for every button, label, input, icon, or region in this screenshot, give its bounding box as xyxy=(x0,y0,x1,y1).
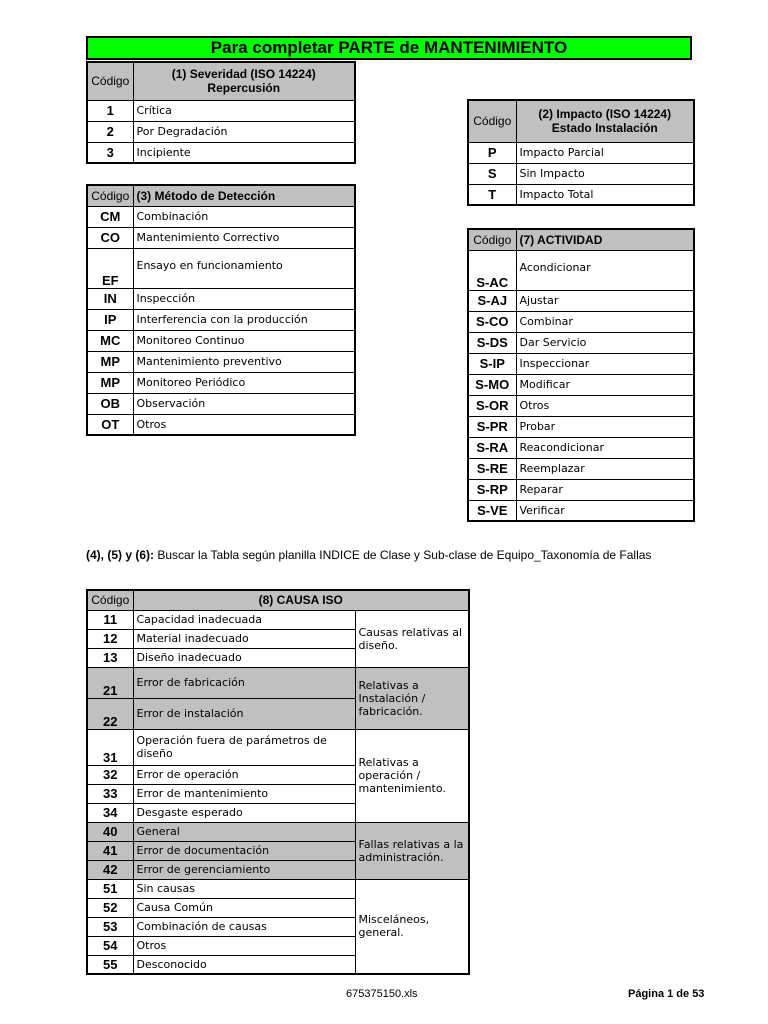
row-desc: Dar Servicio xyxy=(516,332,694,353)
table-row xyxy=(468,395,694,416)
row-desc: Sin causas xyxy=(133,879,355,898)
row-desc: Monitoreo Continuo xyxy=(133,330,355,351)
row-desc: Material inadecuado xyxy=(133,629,355,648)
row-code: 11 xyxy=(87,610,133,629)
row-desc: Impacto Total xyxy=(516,184,694,205)
row-code: S-RP xyxy=(468,479,516,500)
impact-title-line1: (2) Impacto (ISO 14224) xyxy=(538,107,672,122)
row-code: 32 xyxy=(87,765,133,784)
footer-filename: 675375150.xls xyxy=(346,988,418,1000)
row-code: CM xyxy=(87,206,133,227)
row-code: 34 xyxy=(87,803,133,822)
cause-table xyxy=(86,589,470,975)
row-desc: Desgaste esperado xyxy=(133,803,355,822)
row-code: S-DS xyxy=(468,332,516,353)
footer-page-number: Página 1 de 53 xyxy=(628,988,705,1000)
row-code: T xyxy=(468,184,516,205)
row-code: 3 xyxy=(87,142,133,163)
row-code: 55 xyxy=(87,955,133,974)
row-desc: Ajustar xyxy=(516,290,694,311)
table-row xyxy=(468,142,694,163)
row-desc: Modificar xyxy=(516,374,694,395)
row-code: OT xyxy=(87,414,133,435)
row-desc: Otros xyxy=(133,936,355,955)
row-code: 53 xyxy=(87,917,133,936)
row-desc: Diseño inadecuado xyxy=(133,648,355,667)
row-desc: Reacondicionar xyxy=(516,437,694,458)
table-row xyxy=(468,184,694,205)
cause-title: (8) CAUSA ISO xyxy=(133,590,469,610)
activity-table xyxy=(467,228,695,522)
row-code: S-VE xyxy=(468,500,516,521)
table-row xyxy=(87,729,469,765)
severity-table xyxy=(86,61,356,164)
row-code: P xyxy=(468,142,516,163)
table-row xyxy=(468,458,694,479)
row-desc: Mantenimiento preventivo xyxy=(133,351,355,372)
row-code: MP xyxy=(87,351,133,372)
table-row xyxy=(87,100,355,121)
table-row xyxy=(87,610,469,629)
row-desc: Error de gerenciamiento xyxy=(133,860,355,879)
row-desc: Combinación xyxy=(133,206,355,227)
row-desc: Por Degradación xyxy=(133,121,355,142)
table-row xyxy=(87,372,355,393)
row-code: S-CO xyxy=(468,311,516,332)
row-code: S-IP xyxy=(468,353,516,374)
cause-group-label: Fallas relativas a la administración. xyxy=(355,822,469,879)
row-desc: Otros xyxy=(516,395,694,416)
table-row xyxy=(87,330,355,351)
severity-title-line1: (1) Severidad (ISO 14224) xyxy=(171,67,316,82)
row-desc: Monitoreo Periódico xyxy=(133,372,355,393)
row-desc: Error de operación xyxy=(133,765,355,784)
table-row xyxy=(87,206,355,227)
table-row xyxy=(468,290,694,311)
severity-code-header: Código xyxy=(87,62,133,100)
table-row xyxy=(468,437,694,458)
row-desc: Desconocido xyxy=(133,955,355,974)
row-desc: Mantenimiento Correctivo xyxy=(133,227,355,248)
table-row xyxy=(87,121,355,142)
table-row xyxy=(468,332,694,353)
detection-title: (3) Método de Detección xyxy=(133,185,355,206)
table-row xyxy=(87,351,355,372)
row-code: MP xyxy=(87,372,133,393)
cause-group-label: Causas relativas al diseño. xyxy=(355,610,469,667)
table-row xyxy=(87,288,355,309)
row-desc: Ensayo en funcionamiento xyxy=(133,248,355,288)
row-code: 51 xyxy=(87,879,133,898)
table-row xyxy=(468,479,694,500)
row-desc: Observación xyxy=(133,393,355,414)
cause-code-header: Código xyxy=(87,590,133,610)
note-prefix: (4), (5) y (6): xyxy=(86,548,155,562)
instruction-note xyxy=(86,548,706,562)
row-code: S-OR xyxy=(468,395,516,416)
table-row xyxy=(468,416,694,437)
detection-table xyxy=(86,184,356,436)
row-code: 31 xyxy=(87,729,133,765)
row-desc: Capacidad inadecuada xyxy=(133,610,355,629)
table-row xyxy=(87,822,469,841)
row-desc: Error de documentación xyxy=(133,841,355,860)
cause-group-label: Misceláneos, general. xyxy=(355,879,469,974)
row-desc: Reemplazar xyxy=(516,458,694,479)
impact-title xyxy=(516,100,694,142)
table-row xyxy=(87,667,469,698)
row-code: OB xyxy=(87,393,133,414)
row-code: 22 xyxy=(87,698,133,729)
table-row xyxy=(468,311,694,332)
severity-title-line2: Repercusión xyxy=(207,81,281,96)
row-desc: Crítica xyxy=(133,100,355,121)
row-code: 2 xyxy=(87,121,133,142)
page-title: Para completar PARTE de MANTENIMIENTO xyxy=(86,36,692,60)
row-desc: Sin Impacto xyxy=(516,163,694,184)
row-desc: Interferencia con la producción xyxy=(133,309,355,330)
row-desc: Error de fabricación xyxy=(133,667,355,698)
table-row xyxy=(468,250,694,290)
row-code: 13 xyxy=(87,648,133,667)
row-code: 52 xyxy=(87,898,133,917)
row-code: 33 xyxy=(87,784,133,803)
row-desc: Causa Común xyxy=(133,898,355,917)
row-code: 21 xyxy=(87,667,133,698)
row-desc: Operación fuera de parámetros de diseño xyxy=(133,729,355,765)
row-desc: Impacto Parcial xyxy=(516,142,694,163)
table-row xyxy=(87,309,355,330)
row-code: S-RE xyxy=(468,458,516,479)
row-code: MC xyxy=(87,330,133,351)
impact-code-header: Código xyxy=(468,100,516,142)
note-text: Buscar la Tabla según planilla INDICE de Clase y Sub-clase de Equipo_Taxonomía de Fallas xyxy=(154,548,652,562)
row-desc: Otros xyxy=(133,414,355,435)
row-desc: Reparar xyxy=(516,479,694,500)
row-desc: Acondicionar xyxy=(516,250,694,290)
table-row xyxy=(87,248,355,288)
row-code: 40 xyxy=(87,822,133,841)
table-row xyxy=(87,227,355,248)
row-desc: General xyxy=(133,822,355,841)
table-row xyxy=(87,414,355,435)
cause-group-label: Relativas a operación / mantenimiento. xyxy=(355,729,469,822)
row-code: S-AJ xyxy=(468,290,516,311)
row-desc: Probar xyxy=(516,416,694,437)
row-code: 1 xyxy=(87,100,133,121)
detection-code-header: Código xyxy=(87,185,133,206)
row-desc: Combinación de causas xyxy=(133,917,355,936)
table-row xyxy=(87,879,469,898)
row-code: 12 xyxy=(87,629,133,648)
row-desc: Error de mantenimiento xyxy=(133,784,355,803)
table-row xyxy=(468,163,694,184)
row-code: 41 xyxy=(87,841,133,860)
severity-title xyxy=(133,62,355,100)
row-desc: Inspeccionar xyxy=(516,353,694,374)
row-code: CO xyxy=(87,227,133,248)
row-desc: Incipiente xyxy=(133,142,355,163)
row-code: IP xyxy=(87,309,133,330)
row-code: S-AC xyxy=(468,250,516,290)
row-code: 42 xyxy=(87,860,133,879)
row-code: EF xyxy=(87,248,133,288)
row-code: 54 xyxy=(87,936,133,955)
row-desc: Combinar xyxy=(516,311,694,332)
row-code: S-PR xyxy=(468,416,516,437)
activity-code-header: Código xyxy=(468,229,516,250)
impact-table xyxy=(467,99,695,206)
row-code: S-MO xyxy=(468,374,516,395)
row-desc: Error de instalación xyxy=(133,698,355,729)
cause-group-label: Relativas a Instalación / fabricación. xyxy=(355,667,469,729)
row-code: S-RA xyxy=(468,437,516,458)
table-row xyxy=(468,353,694,374)
table-row xyxy=(87,142,355,163)
row-code: S xyxy=(468,163,516,184)
row-desc: Verificar xyxy=(516,500,694,521)
row-desc: Inspección xyxy=(133,288,355,309)
table-row xyxy=(87,393,355,414)
impact-title-line2: Estado Instalación xyxy=(551,121,658,136)
activity-title: (7) ACTIVIDAD xyxy=(516,229,694,250)
row-code: IN xyxy=(87,288,133,309)
table-row xyxy=(468,374,694,395)
table-row xyxy=(468,500,694,521)
